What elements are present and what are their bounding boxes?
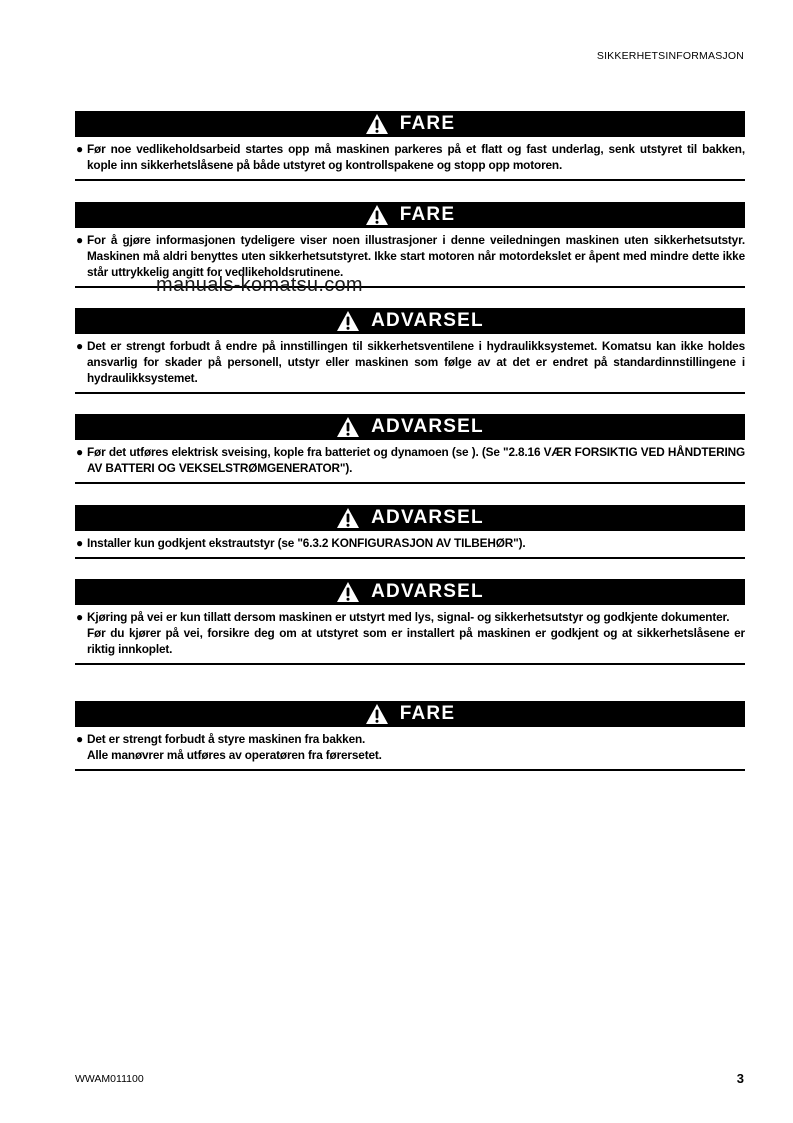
warning-triangle-icon: [336, 581, 360, 603]
signal-word: ADVARSEL: [371, 581, 484, 602]
bullet-icon: ●: [76, 732, 84, 746]
bullet-item: [75, 535, 745, 551]
bullet-icon: ●: [76, 610, 84, 624]
bullet-icon: ●: [76, 233, 84, 247]
signal-word: ADVARSEL: [371, 310, 484, 331]
signal-bar: [75, 414, 745, 440]
notice-body: [75, 531, 745, 559]
notice-body: [75, 137, 745, 181]
bullet-item: [75, 141, 745, 173]
signal-word: ADVARSEL: [371, 416, 484, 437]
warning-triangle-icon: [365, 703, 389, 725]
bullet-item: [75, 232, 745, 280]
notice-paragraph: Før du kjører på vei, forsikre deg om at utstyret som er installert på maskinen er godkjent og at sikkerhetslåsene er riktig innkoplet.: [87, 626, 745, 656]
signal-word: FARE: [399, 113, 456, 134]
warning-triangle-icon: [365, 113, 389, 135]
running-header: SIKKERHETSINFORMASJON: [596, 50, 744, 62]
signal-word: FARE: [399, 703, 456, 724]
safety-notice-advarsel-1: [75, 308, 745, 394]
notice-body: [75, 727, 745, 771]
safety-notice-advarsel-2: [75, 414, 745, 484]
warning-triangle-icon: [336, 416, 360, 438]
notice-paragraph: Det er strengt forbudt å styre maskinen fra bakken.: [87, 732, 366, 746]
safety-notice-fare-1: [75, 111, 745, 181]
safety-notice-advarsel-4: [75, 579, 745, 665]
signal-bar: [75, 308, 745, 334]
signal-bar: [75, 505, 745, 531]
watermark-text: manuals-komatsu.com: [156, 274, 363, 296]
bullet-icon: ●: [76, 142, 84, 156]
bullet-item: [75, 338, 745, 386]
warning-triangle-icon: [365, 204, 389, 226]
document-code: WWAM011100: [75, 1073, 144, 1085]
signal-bar: [75, 579, 745, 605]
notice-paragraph: For å gjøre informasjonen tydeligere viser noen illustrasjoner i denne veiledningen maskinen uten sikkerhetsutstyr. Maskinen må aldri benyttes uten sikkerhetsutstyret. Ikke start motoren når motordekslet er åpent med mindre dette ikke står uttrykkelig angitt for vedlikeholdsrutinene.: [87, 233, 745, 279]
safety-notice-fare-2: [75, 202, 745, 288]
notice-paragraph: Før noe vedlikeholdsarbeid startes opp må maskinen parkeres på et flatt og fast underlag, senk utstyret til bakken, kople inn sikkerhetslåsene på både utstyret og kontrollspakene og stopp opp motoren.: [87, 142, 745, 172]
warning-triangle-icon: [336, 507, 360, 529]
signal-bar: [75, 701, 745, 727]
notice-paragraph: Kjøring på vei er kun tillatt dersom maskinen er utstyrt med lys, signal- og sikkerhetsutstyr og godkjente dokumenter.: [87, 610, 730, 624]
notice-body: [75, 334, 745, 394]
bullet-item: [75, 444, 745, 476]
notice-body: [75, 228, 745, 288]
bullet-icon: ●: [76, 536, 84, 550]
signal-bar: [75, 111, 745, 137]
page-number: 3: [736, 1071, 744, 1086]
notice-paragraph: Før det utføres elektrisk sveising, kople fra batteriet og dynamoen (se ). (Se "2.8.16 VÆR FORSIKTIG VED HÅNDTERING AV BATTERI OG VEKSELSTRØMGENERATOR").: [87, 445, 745, 475]
signal-word: ADVARSEL: [371, 507, 484, 528]
safety-notice-fare-3: [75, 701, 745, 771]
bullet-item: [75, 731, 745, 763]
signal-word: FARE: [399, 204, 456, 225]
bullet-item: [75, 609, 745, 657]
bullet-icon: ●: [76, 445, 84, 459]
safety-notice-advarsel-3: [75, 505, 745, 559]
warning-triangle-icon: [336, 310, 360, 332]
notice-body: [75, 440, 745, 484]
notice-paragraph: Det er strengt forbudt å endre på innstillingen til sikkerhetsventilene i hydraulikksystemet. Komatsu kan ikke holdes ansvarlig for skader på personell, utstyr eller maskinen som følge av at det er endret på standardinnstillingene i hydraulikksystemet.: [87, 339, 745, 385]
notice-paragraph: Alle manøvrer må utføres av operatøren fra førersetet.: [87, 748, 382, 762]
notice-paragraph: Installer kun godkjent ekstrautstyr (se "6.3.2 KONFIGURASJON AV TILBEHØR").: [87, 536, 526, 550]
notice-body: [75, 605, 745, 665]
bullet-icon: ●: [76, 339, 84, 353]
signal-bar: [75, 202, 745, 228]
